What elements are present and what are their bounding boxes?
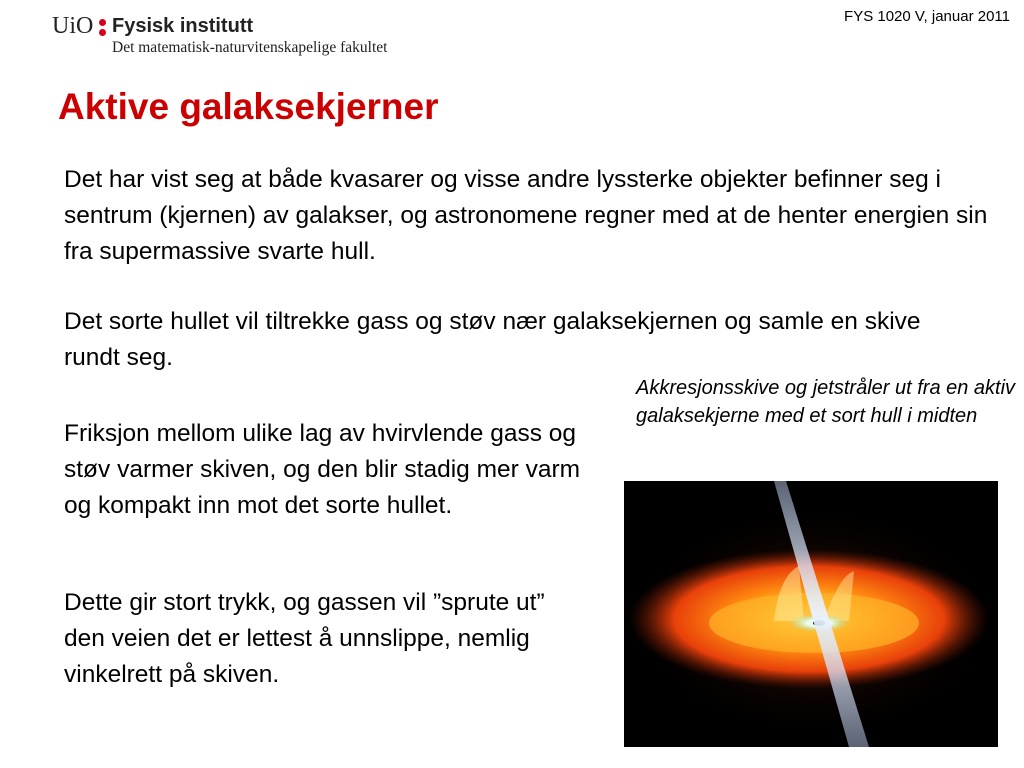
paragraph-3: Friksjon mellom ulike lag av hvirvlende gass og støv varmer skiven, og den blir stadig mer varm og kompakt inn mot det sorte hullet. [64,420,581,519]
institute-name: Fysisk institutt [112,15,254,37]
paragraph-1: Det har vist seg at både kvasarer og visse andre lyssterke objekter befinner seg i sentrum (kjernen) av galakser, og astronomene regner med at de henter energien sin fra supermassive svarte hull. [64,166,988,265]
accretion-disk-image [624,481,998,747]
uio-logo-dots-icon [99,18,107,38]
agn-illustration [624,481,998,747]
slide-title: Aktive galaksekjerner [58,86,439,127]
course-label: FYS 1020 V, januar 2011 [844,8,1010,25]
paragraph-4: Dette gir stort trykk, og gassen vil ”sprute ut” den veien det er lettest å unnslippe, nemlig vinkelrett på skiven. [64,589,545,688]
uio-logo [52,12,472,60]
uio-logo-mark: UiO [52,13,94,39]
paragraph-2: Det sorte hullet vil tiltrekke gass og støv nær galaksekjernen og samle en skive rundt seg. [64,308,921,371]
faculty-name: Det matematisk-naturvitenskapelige fakultet [112,39,388,56]
figure-caption: Akkresjonsskive og jetstråler ut fra en aktiv galaksekjerne med et sort hull i midten [636,377,1016,427]
